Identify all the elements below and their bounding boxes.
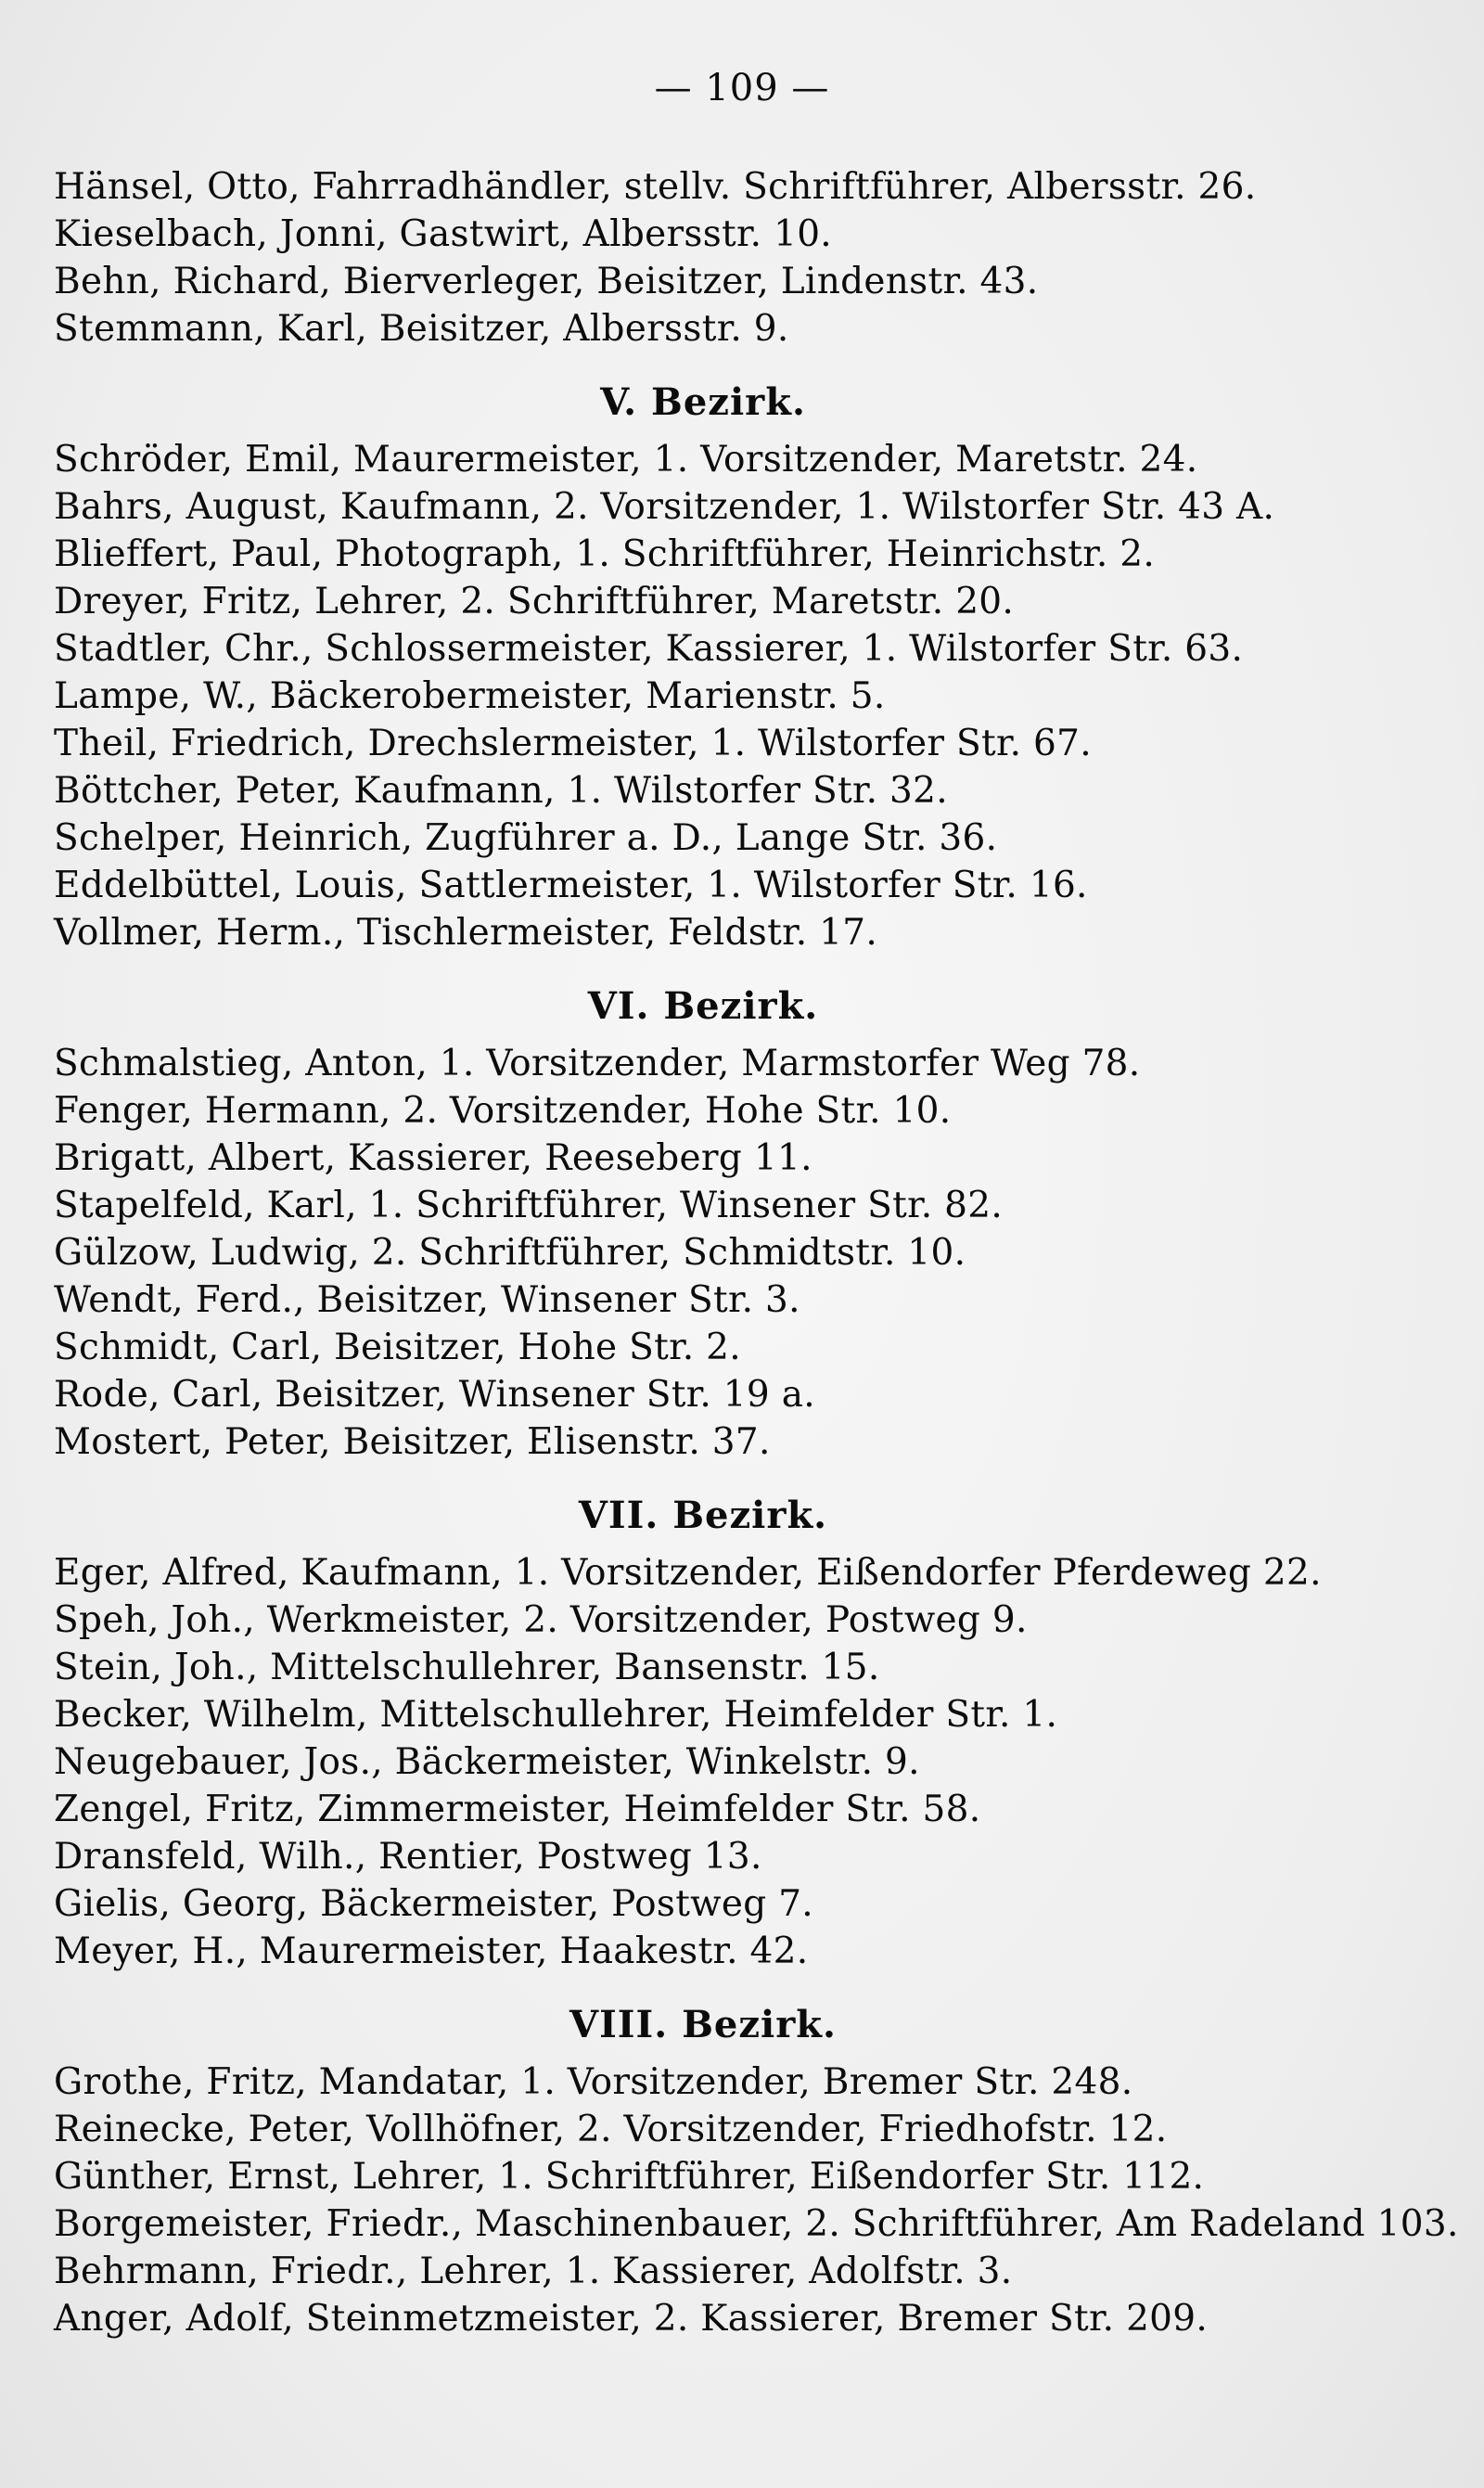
district-section-viii	[54, 2002, 1459, 2342]
list-item: Böttcher, Peter, Kaufmann, 1. Wilstorfer Str. 32.	[54, 770, 948, 812]
district-heading	[0, 2002, 1445, 2048]
list-item: Mostert, Peter, Beisitzer, Elisenstr. 37.	[54, 1421, 771, 1463]
list-item: Schelper, Heinrich, Zugführer a. D., Lange Str. 36.	[54, 817, 998, 859]
list-item: Stein, Joh., Mittelschullehrer, Bansenstr. 15.	[54, 1647, 880, 1688]
list-item: Lampe, W., Bäckerobermeister, Marienstr. 5.	[54, 675, 886, 717]
list-item: Vollmer, Herm., Tischlermeister, Feldstr. 17.	[54, 912, 878, 954]
district-heading-text: VII. Bezirk.	[578, 1494, 828, 1537]
list-item: Schröder, Emil, Maurermeister, 1. Vorsitzender, Maretstr. 24.	[54, 439, 1198, 481]
list-item: Becker, Wilhelm, Mittelschullehrer, Heimfelder Str. 1.	[54, 1694, 1058, 1736]
list-item: Stapelfeld, Karl, 1. Schriftführer, Winsener Str. 82.	[54, 1185, 1004, 1226]
list-item: Meyer, H., Maurermeister, Haakestr. 42.	[54, 1930, 809, 1972]
list-item: Zengel, Fritz, Zimmermeister, Heimfelder Str. 58.	[54, 1789, 981, 1830]
list-item: Gielis, Georg, Bäckermeister, Postweg 7.	[54, 1883, 814, 1925]
directory-list	[54, 163, 1459, 2342]
district-heading	[0, 1493, 1445, 1539]
district-heading	[0, 379, 1445, 426]
list-item: Behn, Richard, Bierverleger, Beisitzer, Lindenstr. 43.	[54, 261, 1039, 302]
list-item: Hänsel, Otto, Fahrradhändler, stellv. Schriftführer, Albersstr. 26.	[54, 166, 1257, 208]
list-item: Stemmann, Karl, Beisitzer, Albersstr. 9.	[54, 308, 789, 350]
list-item: Wendt, Ferd., Beisitzer, Winsener Str. 3.	[54, 1279, 800, 1321]
list-item: Behrmann, Friedr., Lehrer, 1. Kassierer, Adolfstr. 3.	[54, 2251, 1013, 2292]
list-item: Stadtler, Chr., Schlossermeister, Kassierer, 1. Wilstorfer Str. 63.	[54, 628, 1244, 670]
list-item: Theil, Friedrich, Drechslermeister, 1. Wilstorfer Str. 67.	[54, 723, 1092, 764]
list-item: Borgemeister, Friedr., Maschinenbauer, 2. Schriftführer, Am Radeland 103.	[54, 2203, 1459, 2245]
page-number: — 109 —	[654, 67, 830, 109]
district-section-vii	[54, 1493, 1445, 1975]
list-item: Neugebauer, Jos., Bäckermeister, Winkelstr. 9.	[54, 1741, 920, 1783]
list-item: Rode, Carl, Beisitzer, Winsener Str. 19 a.	[54, 1374, 815, 1416]
district-heading	[0, 983, 1445, 1030]
district-heading-text: VI. Bezirk.	[587, 984, 819, 1028]
list-item: Anger, Adolf, Steinmetzmeister, 2. Kassierer, Bremer Str. 209.	[54, 2298, 1209, 2340]
list-item: Grothe, Fritz, Mandatar, 1. Vorsitzender, Bremer Str. 248.	[54, 2061, 1133, 2103]
list-item: Eddelbüttel, Louis, Sattlermeister, 1. Wilstorfer Str. 16.	[54, 865, 1088, 906]
list-item: Günther, Ernst, Lehrer, 1. Schriftführer, Eißendorfer Str. 112.	[54, 2156, 1205, 2198]
intro-section	[54, 163, 1445, 353]
district-heading-text: V. Bezirk.	[600, 380, 806, 424]
list-item: Bahrs, August, Kaufmann, 2. Vorsitzender, 1. Wilstorfer Str. 43 A.	[54, 486, 1275, 528]
list-item: Dransfeld, Wilh., Rentier, Postweg 13.	[54, 1836, 762, 1878]
list-item: Schmidt, Carl, Beisitzer, Hohe Str. 2.	[54, 1327, 741, 1368]
list-item: Gülzow, Ludwig, 2. Schriftführer, Schmidtstr. 10.	[54, 1232, 966, 1274]
district-heading-text: VIII. Bezirk.	[569, 2003, 837, 2046]
list-item: Brigatt, Albert, Kassierer, Reeseberg 11.	[54, 1137, 812, 1179]
list-item: Fenger, Hermann, 2. Vorsitzender, Hohe Str. 10.	[54, 1090, 952, 1132]
list-item: Eger, Alfred, Kaufmann, 1. Vorsitzender, Eißendorfer Pferdeweg 22.	[54, 1552, 1322, 1594]
list-item: Reinecke, Peter, Vollhöfner, 2. Vorsitzender, Friedhofstr. 12.	[54, 2109, 1168, 2150]
district-section-v	[54, 379, 1445, 956]
list-item: Speh, Joh., Werkmeister, 2. Vorsitzender, Postweg 9.	[54, 1599, 1028, 1641]
list-item: Dreyer, Fritz, Lehrer, 2. Schriftführer, Maretstr. 20.	[54, 581, 1015, 622]
district-section-vi	[54, 983, 1445, 1466]
list-item: Schmalstieg, Anton, 1. Vorsitzender, Marmstorfer Weg 78.	[54, 1043, 1141, 1084]
list-item: Blieffert, Paul, Photograph, 1. Schriftführer, Heinrichstr. 2.	[54, 533, 1156, 575]
list-item: Kieselbach, Jonni, Gastwirt, Albersstr. 10.	[54, 213, 833, 255]
